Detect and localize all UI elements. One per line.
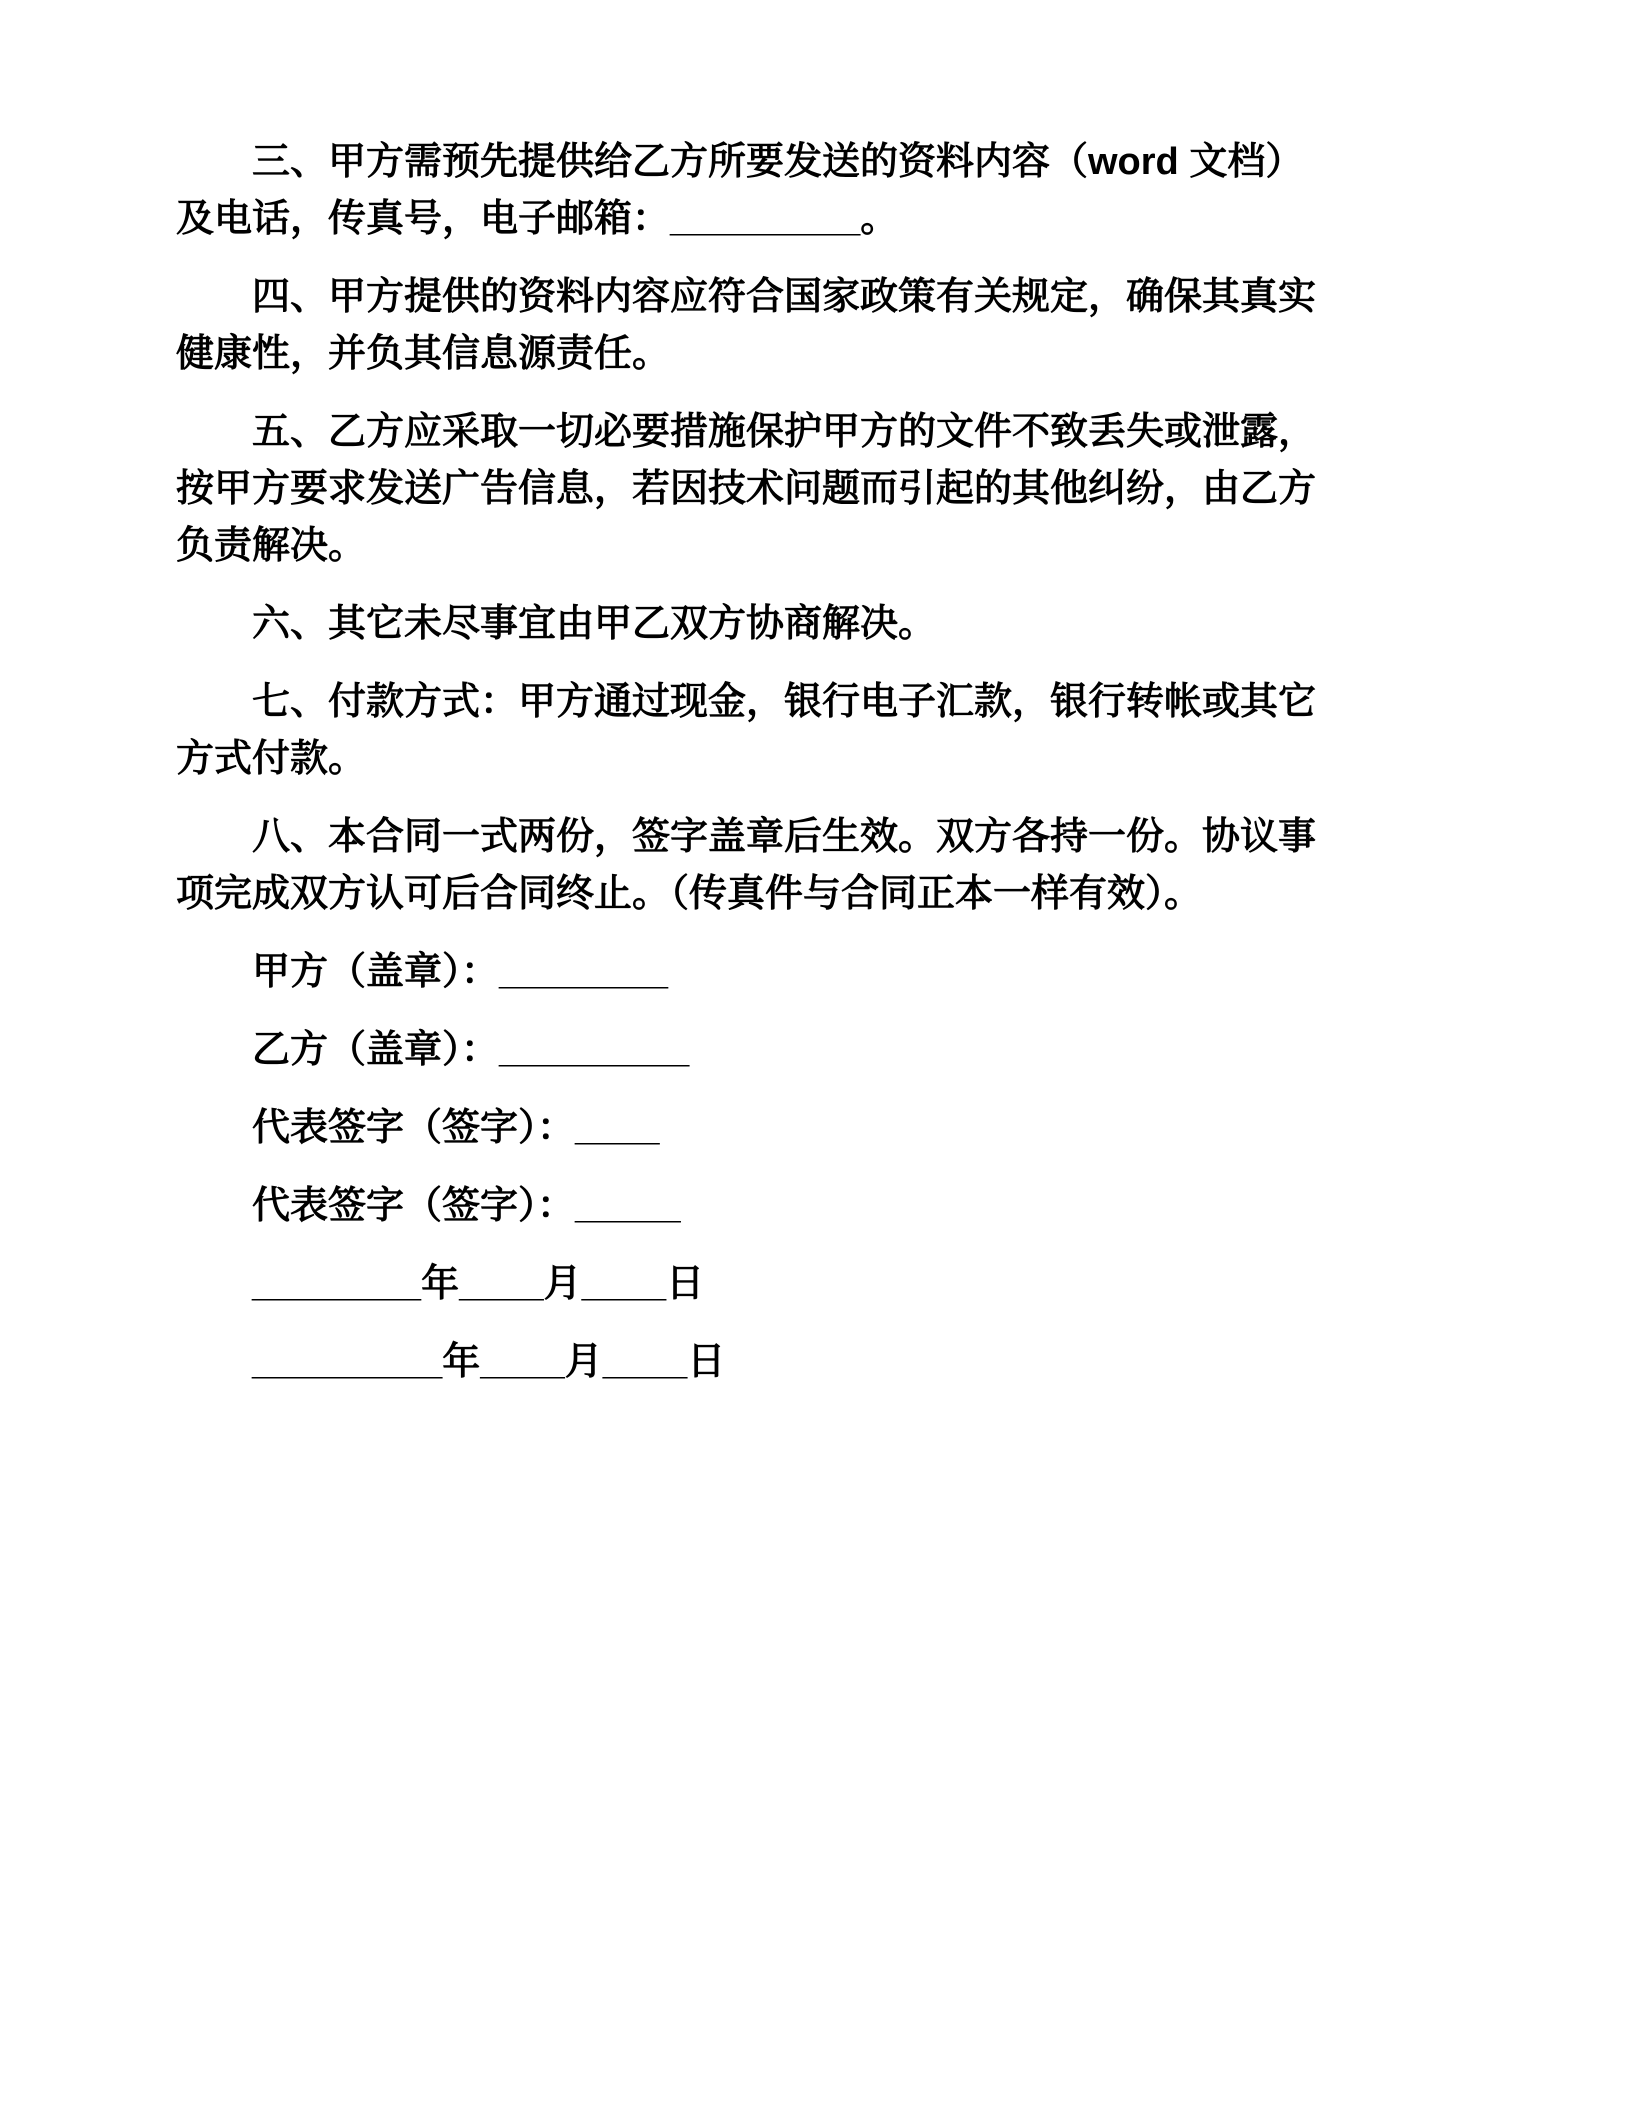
representative-signature-line-2 <box>176 1178 1456 1235</box>
date-line-2 <box>176 1334 1456 1391</box>
text-line: 四、甲方提供的资料内容应符合国家政策有关规定，确保其真实 <box>252 276 1317 318</box>
clause-3 <box>176 134 1456 248</box>
clause-8 <box>176 809 1456 923</box>
clause-7 <box>176 674 1456 788</box>
text-line: 六、其它未尽事宜由甲乙双方协商解决。 <box>252 603 937 645</box>
text-line: 五、乙方应采取一切必要措施保护甲方的文件不致丢失或泄露， <box>252 411 1317 453</box>
text-line: 乙方（盖章）：_________ <box>252 1029 690 1071</box>
text-line: 代表签字（签字）：____ <box>252 1107 660 1149</box>
text-line: 项完成双方认可后合同终止。（传真件与合同正本一样有效）。 <box>176 873 1203 915</box>
party-a-seal-line <box>176 944 1456 1001</box>
text-line: 健康性，并负其信息源责任。 <box>176 333 671 375</box>
clause-6 <box>176 596 1456 653</box>
text-line: 甲方（盖章）：________ <box>252 951 669 993</box>
representative-signature-line-1 <box>176 1100 1456 1157</box>
text-line: 代表签字（签字）：_____ <box>252 1185 681 1227</box>
clause-4 <box>176 269 1456 383</box>
party-b-seal-line <box>176 1022 1456 1079</box>
date-line-1 <box>176 1256 1456 1313</box>
text-line: ________年____月____日 <box>252 1263 705 1305</box>
text-line: 及电话，传真号，电子邮箱：_________。 <box>176 198 899 240</box>
text-line: _________年____月____日 <box>252 1341 726 1383</box>
text-line: 方式付款。 <box>176 738 367 780</box>
text-line: 负责解决。 <box>176 525 367 567</box>
text-line: 按甲方要求发送广告信息，若因技术问题而引起的其他纠纷，由乙方 <box>176 468 1317 510</box>
text-line: 三、甲方需预先提供给乙方所要发送的资料内容（word 文档） <box>252 141 1304 183</box>
text-line: 七、付款方式：甲方通过现金，银行电子汇款，银行转帐或其它 <box>252 681 1317 723</box>
clause-5 <box>176 404 1456 575</box>
text-line: 八、本合同一式两份，签字盖章后生效。双方各持一份。协议事 <box>252 816 1317 858</box>
